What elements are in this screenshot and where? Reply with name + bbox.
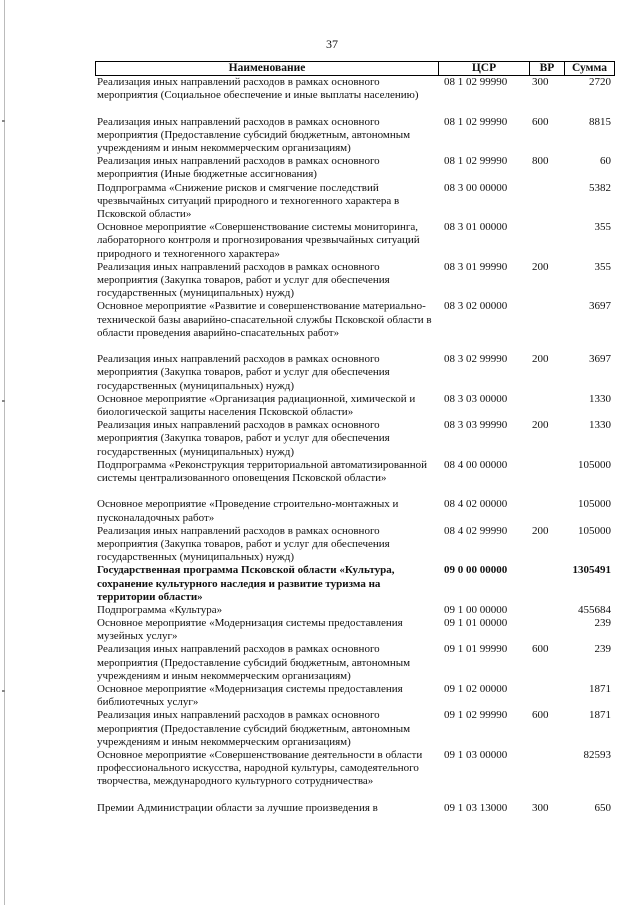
row-sum: 3697	[589, 353, 611, 366]
scan-mark	[2, 400, 5, 402]
row-name: Реализация иных направлений расходов в рамках основного мероприятия (Иные бюджетные ассигнования)	[97, 155, 380, 181]
table-row	[95, 221, 615, 261]
row-vr: 200	[532, 524, 549, 537]
table-row	[95, 802, 615, 815]
table-row	[95, 393, 615, 419]
row-name: Подпрограмма «Культура»	[97, 603, 223, 616]
header-name: Наименование	[96, 62, 439, 75]
row-name: Реализация иных направлений расходов в рамках основного мероприятия (Предоставление субсидий бюджетным, автономным учреждениям и иным некоммерческим организациям)	[97, 709, 411, 748]
row-name: Реализация иных направлений расходов в рамках основного мероприятия (Закупка товаров, работ и услуг для обеспечения государственных (муниципальных) нужд)	[97, 419, 390, 458]
row-vr	[528, 300, 562, 353]
table-row	[95, 617, 615, 643]
row-vr	[528, 182, 562, 222]
row-vr: 600	[532, 643, 549, 656]
table-row	[95, 300, 615, 353]
page-number: 37	[326, 37, 338, 51]
row-vr	[528, 498, 562, 524]
row-csr: 08 1 02 99990	[444, 155, 508, 168]
row-csr: 08 4 02 99990	[444, 524, 508, 537]
row-sum: 2720	[589, 76, 611, 88]
scan-margin-line	[4, 0, 5, 905]
row-csr: 08 3 02 99990	[444, 353, 508, 366]
row-csr: 08 3 03 99990	[444, 419, 508, 432]
table-row	[95, 261, 615, 301]
row-name: Основное мероприятие «Модернизация системы предоставления библиотечных услуг»	[97, 683, 403, 709]
row-csr: 08 4 00 00000	[444, 458, 508, 471]
table-row	[95, 353, 615, 393]
row-vr: 800	[532, 155, 549, 168]
row-name: Реализация иных направлений расходов в рамках основного мероприятия (Закупка товаров, работ и услуг для обеспечения государственных (муниципальных) нужд)	[97, 260, 390, 300]
row-vr: 200	[532, 353, 549, 366]
row-vr: 300	[532, 76, 549, 88]
row-name: Основное мероприятие «Совершенствование деятельности в области профессионального искусства, народной культуры, самодеятельного творчества, международного культурного сотрудничества»	[97, 749, 423, 788]
row-vr: 600	[532, 709, 549, 722]
header-sum: Сумма	[572, 62, 607, 74]
row-vr	[528, 604, 562, 617]
row-vr: 200	[532, 419, 549, 432]
row-name: Реализация иных направлений расходов в рамках основного мероприятия (Закупка товаров, работ и услуг для обеспечения государственных (муниципальных) нужд)	[97, 524, 390, 564]
row-csr: 09 1 02 99990	[444, 709, 508, 722]
table-row	[95, 76, 615, 116]
row-csr: 09 1 03 00000	[444, 749, 508, 762]
table-row	[95, 498, 615, 524]
row-vr	[528, 683, 562, 709]
row-csr: 08 4 02 00000	[444, 498, 508, 511]
row-sum: 60	[600, 155, 611, 168]
table-row	[95, 604, 615, 617]
row-sum: 650	[594, 801, 611, 814]
row-csr: 09 1 01 00000	[444, 617, 508, 630]
row-name: Государственная программа Псковской области «Культура, сохранение культурного наследия и развитие туризма на территории области»	[97, 564, 395, 603]
row-name: Основное мероприятие «Развитие и совершенствование материально-технической базы аварийно-спасательной службы Псковской области в области проведения аварийно-спасательных работ»	[97, 300, 432, 339]
row-csr: 08 3 02 00000	[444, 300, 508, 313]
row-vr: 300	[532, 801, 549, 814]
row-sum: 8815	[589, 115, 611, 128]
row-vr: 600	[532, 115, 549, 128]
row-csr: 09 1 01 99990	[444, 643, 508, 656]
row-csr: 08 3 01 00000	[444, 221, 508, 234]
table-row	[95, 182, 615, 222]
row-sum: 1871	[589, 683, 611, 696]
table-row	[95, 116, 615, 156]
row-csr: 08 3 03 00000	[444, 392, 508, 405]
row-csr: 08 3 01 99990	[444, 260, 508, 273]
table-row	[95, 525, 615, 565]
header-csr: ЦСР	[439, 62, 530, 75]
header-vr: ВР	[530, 62, 565, 75]
row-sum: 1330	[589, 419, 611, 432]
row-name: Реализация иных направлений расходов в рамках основного мероприятия (Предоставление субсидий бюджетным, автономным учреждениям и иным некоммерческим организациям)	[97, 643, 411, 682]
row-vr	[528, 393, 562, 419]
row-vr	[528, 749, 562, 802]
row-name: Основное мероприятие «Совершенствование системы мониторинга, лабораторного контроля и прогнозирования чрезвычайных ситуаций природного и техногенного характера»	[97, 221, 420, 260]
row-vr: 200	[532, 260, 549, 273]
row-sum: 105000	[578, 458, 611, 471]
row-sum: 239	[594, 643, 611, 656]
row-name: Премии Администрации области за лучшие произведения в	[97, 801, 378, 814]
scan-mark	[2, 690, 5, 692]
table-row	[95, 683, 615, 709]
row-name: Основное мероприятие «Организация радиационной, химической и биологической защиты населения Псковской области»	[97, 392, 416, 418]
table-row	[95, 155, 615, 181]
row-sum: 3697	[589, 300, 611, 313]
row-csr: 09 1 03 13000	[444, 801, 508, 814]
row-name: Подпрограмма «Снижение рисков и смягчение последствий чрезвычайных ситуаций природного и техногенного характера в Псковской области»	[97, 181, 400, 220]
row-csr: 08 1 02 99990	[444, 115, 508, 128]
row-name: Реализация иных направлений расходов в рамках основного мероприятия (Закупка товаров, работ и услуг для обеспечения государственных (муниципальных) нужд)	[97, 353, 390, 392]
row-sum: 105000	[578, 498, 611, 511]
row-csr: 09 1 02 00000	[444, 683, 508, 696]
row-vr	[528, 617, 562, 643]
row-csr: 09 0 00 00000	[444, 564, 508, 577]
table-header	[95, 61, 615, 76]
row-sum: 82593	[583, 749, 611, 762]
table-row	[95, 643, 615, 683]
row-name: Реализация иных направлений расходов в рамках основного мероприятия (Предоставление субсидий бюджетным, автономным учреждениям и иным некоммерческим организациям)	[97, 115, 411, 154]
row-sum: 5382	[589, 181, 611, 194]
row-sum: 1305491	[572, 564, 611, 577]
table-row	[95, 459, 615, 499]
row-sum: 355	[594, 221, 611, 234]
row-sum: 239	[594, 617, 611, 630]
table-row	[95, 419, 615, 459]
row-csr: 08 3 00 00000	[444, 181, 508, 194]
table-body	[95, 76, 615, 815]
row-name: Реализация иных направлений расходов в рамках основного мероприятия (Социальное обеспечение и иные выплаты населению)	[97, 76, 419, 102]
row-sum: 355	[594, 260, 611, 273]
scan-mark	[2, 120, 5, 122]
table-row	[95, 749, 615, 802]
table-row	[95, 709, 615, 749]
row-vr	[528, 564, 562, 604]
row-sum: 455684	[578, 603, 611, 616]
row-name: Основное мероприятие «Проведение строительно-монтажных и пусконаладочных работ»	[97, 498, 399, 524]
row-csr: 09 1 00 00000	[444, 603, 508, 616]
row-vr	[528, 459, 562, 499]
row-sum: 1871	[589, 709, 611, 722]
row-sum: 105000	[578, 524, 611, 537]
table-row	[95, 564, 615, 604]
row-sum: 1330	[589, 392, 611, 405]
row-name: Подпрограмма «Реконструкция территориальной автоматизированной системы централизованного оповещения Псковской области»	[97, 458, 428, 484]
row-vr	[528, 221, 562, 261]
row-csr: 08 1 02 99990	[444, 76, 508, 88]
budget-table	[95, 61, 615, 815]
row-name: Основное мероприятие «Модернизация системы предоставления музейных услуг»	[97, 617, 403, 643]
